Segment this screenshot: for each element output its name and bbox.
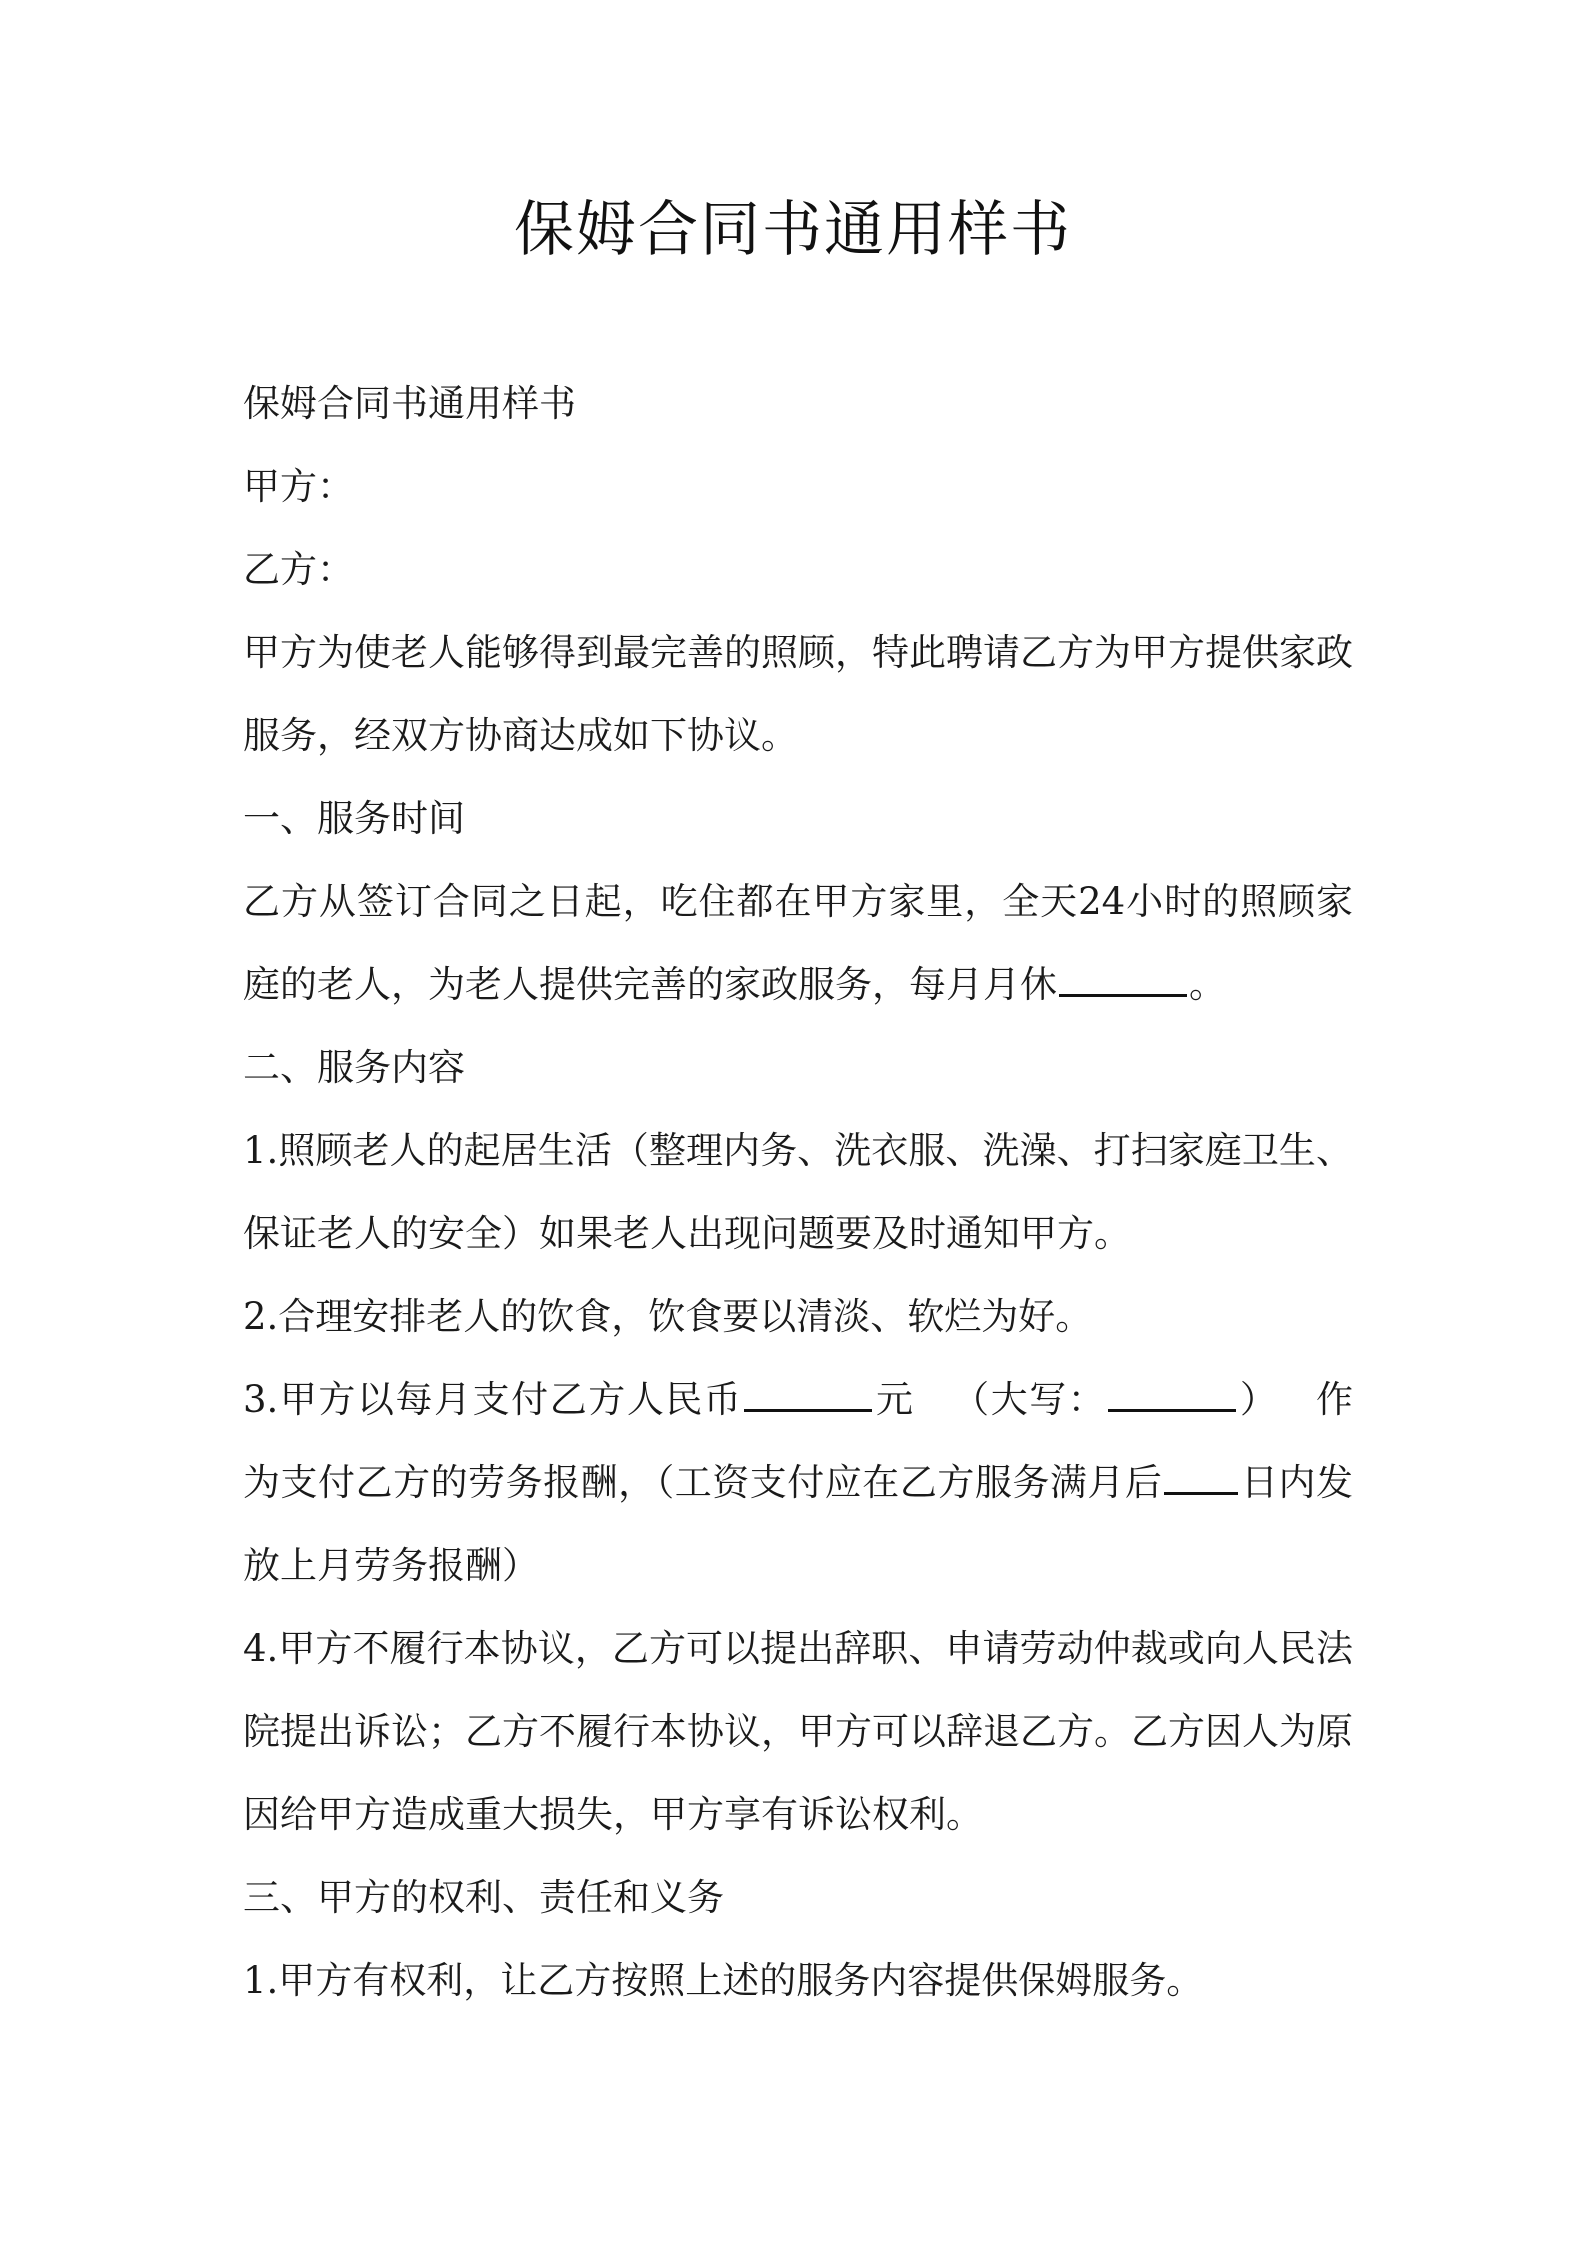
section1-heading: 一、服务时间 [243, 797, 465, 840]
document-body [243, 362, 1353, 2022]
payment-days-blank [1164, 1458, 1238, 1495]
section2-item-2: 2.合理安排老人的饮食，饮食要以清淡、软烂为好。 [243, 1295, 1093, 1338]
section1-paragraph [243, 860, 1353, 1026]
section2-item-3 [243, 1358, 1353, 1607]
section3-heading: 三、甲方的权利、责任和义务 [243, 1876, 724, 1919]
section2-item-4: 4.甲方不履行本协议，乙方可以提出辞职、申请劳动仲裁或向人民法院提出诉讼；乙方不履行本协议，甲方可以辞退乙方。乙方因人为原因给甲方造成重大损失，甲方享有诉讼权利。 [243, 1627, 1353, 1836]
item3-text-5: 作为支付乙方的劳务报酬，（工资支付应在乙方服务满月后 [243, 1378, 1354, 1504]
salary-amount-blank [744, 1375, 872, 1412]
document-subtitle: 保姆合同书通用样书 [243, 382, 576, 425]
item3-text-3: （大写： [950, 1378, 1107, 1421]
section3-item-1: 1.甲方有权利，让乙方按照上述的服务内容提供保姆服务。 [243, 1959, 1204, 2002]
salary-capital-blank [1108, 1375, 1236, 1412]
document-title: 保姆合同书通用样书 [514, 195, 1072, 265]
section2-heading: 二、服务内容 [243, 1046, 465, 1089]
item3-text-1: 3.甲方以每月支付乙方人民币 [243, 1378, 743, 1421]
item3-text-2: 元 [874, 1378, 915, 1421]
item3-text-4: ） [1238, 1378, 1279, 1421]
monthly-rest-days-blank [1059, 960, 1187, 997]
section1-text: 乙方从签订合同之日起，吃住都在甲方家里，全天24小时的照顾家庭的老人，为老人提供完善的家政服务，每月月休 [243, 880, 1353, 1006]
section1-text-end: 。 [1189, 963, 1226, 1006]
intro-paragraph: 甲方为使老人能够得到最完善的照顾，特此聘请乙方为甲方提供家政服务，经双方协商达成如下协议。 [243, 631, 1353, 757]
party-b-line: 乙方： [243, 548, 354, 591]
section2-item-1: 1.照顾老人的起居生活（整理内务、洗衣服、洗澡、打扫家庭卫生、保证老人的安全）如果老人出现问题要及时通知甲方。 [243, 1129, 1353, 1255]
item3-text-6: 日内发放上月劳务报酬） [243, 1461, 1354, 1587]
party-a-line: 甲方： [243, 465, 354, 508]
